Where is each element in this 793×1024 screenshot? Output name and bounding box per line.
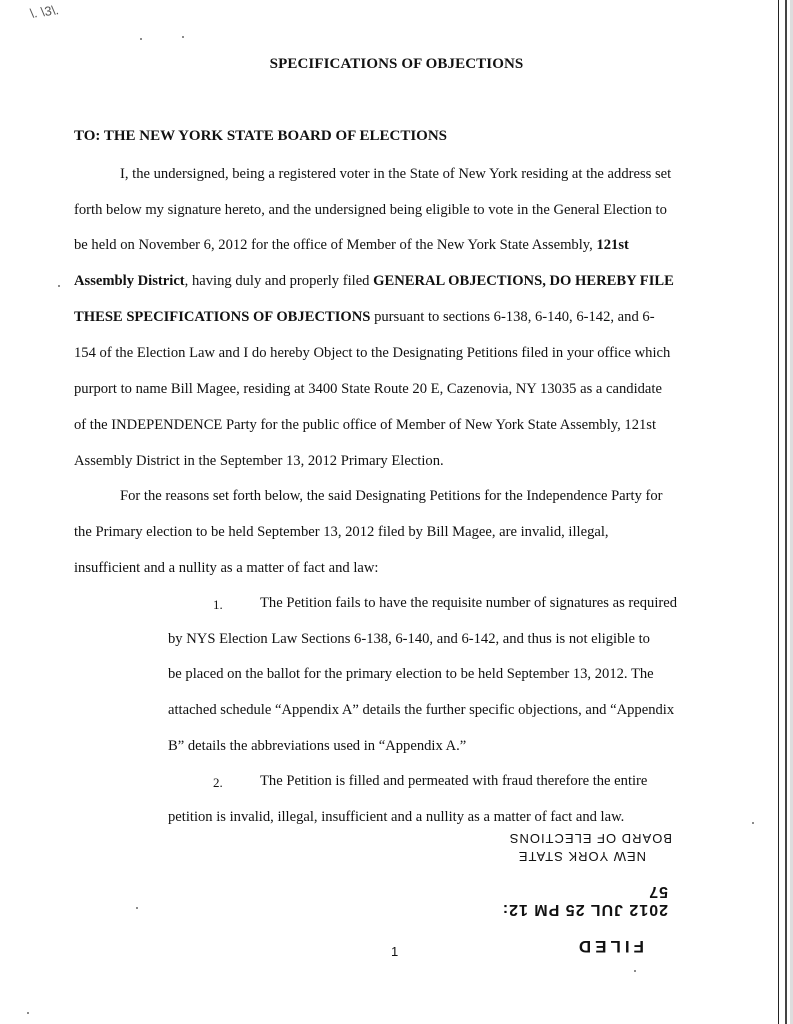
item2-line2: petition is invalid, illegal, insufficient and a nullity as a matter of fact and law.: [168, 809, 625, 825]
paragraph1-line3: be held on November 6, 2012 for the office of Member of the New York State Assembly, 121st: [74, 237, 629, 253]
paragraph2-line2: the Primary election to be held September 13, 2012 filed by Bill Magee, are invalid, illegal,: [74, 524, 609, 540]
item1-number: 1.: [213, 597, 223, 612]
paragraph1-line2: forth below my signature hereto, and the undersigned being eligible to vote in the General Election to: [74, 202, 667, 218]
item1-line2: by NYS Election Law Sections 6-138, 6-140, and 6-142, and thus is not eligible to: [168, 631, 650, 647]
scan-speck: [182, 36, 184, 38]
scan-speck: [58, 285, 60, 287]
stamp-filed-label: FILED: [574, 937, 644, 956]
item2-number: 2.: [213, 775, 223, 790]
paragraph1-line6: 154 of the Election Law and I do hereby Object to the Designating Petitions filed in your office which: [74, 345, 671, 361]
scan-page-edge: [778, 0, 787, 1024]
handwritten-mark: \. \3\.: [29, 2, 60, 21]
scan-speck: [752, 822, 754, 824]
paragraph1-line9: Assembly District in the September 13, 2012 Primary Election.: [74, 453, 444, 469]
item2-line1: The Petition is filled and permeated with fraud therefore the entire: [260, 773, 648, 789]
stamp-date: 2012 JUL 25 PM 12: 57: [501, 883, 668, 918]
scan-speck: [27, 1012, 29, 1014]
page-number: 1: [391, 944, 399, 959]
item1-line4: attached schedule “Appendix A” details the further specific objections, and “Appendix: [168, 702, 675, 718]
item1-line1: The Petition fails to have the requisite number of signatures as required: [260, 595, 678, 611]
addressee-line: TO: THE NEW YORK STATE BOARD OF ELECTIONS: [74, 128, 448, 144]
stamp-board-line2: BOARD OF ELECTIONS: [508, 831, 672, 846]
scan-speck: [634, 970, 636, 972]
stamp-board-line1: NEW YORK STATE: [517, 849, 646, 864]
paragraph1-line8: of the INDEPENDENCE Party for the public office of Member of New York State Assembly, 121st: [74, 417, 657, 433]
paragraph1-line5: THESE SPECIFICATIONS OF OBJECTIONS pursuant to sections 6-138, 6-140, 6-142, and 6-: [74, 309, 655, 325]
item1-line5: B” details the abbreviations used in “Appendix A.”: [168, 738, 467, 754]
paragraph1-line4: Assembly District, having duly and properly filed GENERAL OBJECTIONS, DO HEREBY FILE: [74, 273, 674, 289]
paragraph1-line7: purport to name Bill Magee, residing at 3400 State Route 20 E, Cazenovia, NY 13035 as a candidate: [74, 381, 662, 397]
paragraph2-line3: insufficient and a nullity as a matter of fact and law:: [74, 560, 379, 576]
filed-stamp: [500, 826, 680, 956]
paragraph1-line1: I, the undersigned, being a registered voter in the State of New York residing at the address set: [120, 166, 672, 182]
item1-line3: be placed on the ballot for the primary election to be held September 13, 2012. The: [168, 666, 654, 682]
scan-speck: [140, 38, 142, 40]
document-title: SPECIFICATIONS OF OBJECTIONS: [269, 56, 524, 72]
scan-speck: [136, 907, 138, 909]
paragraph2-line1: For the reasons set forth below, the said Designating Petitions for the Independence Party for: [120, 488, 663, 504]
